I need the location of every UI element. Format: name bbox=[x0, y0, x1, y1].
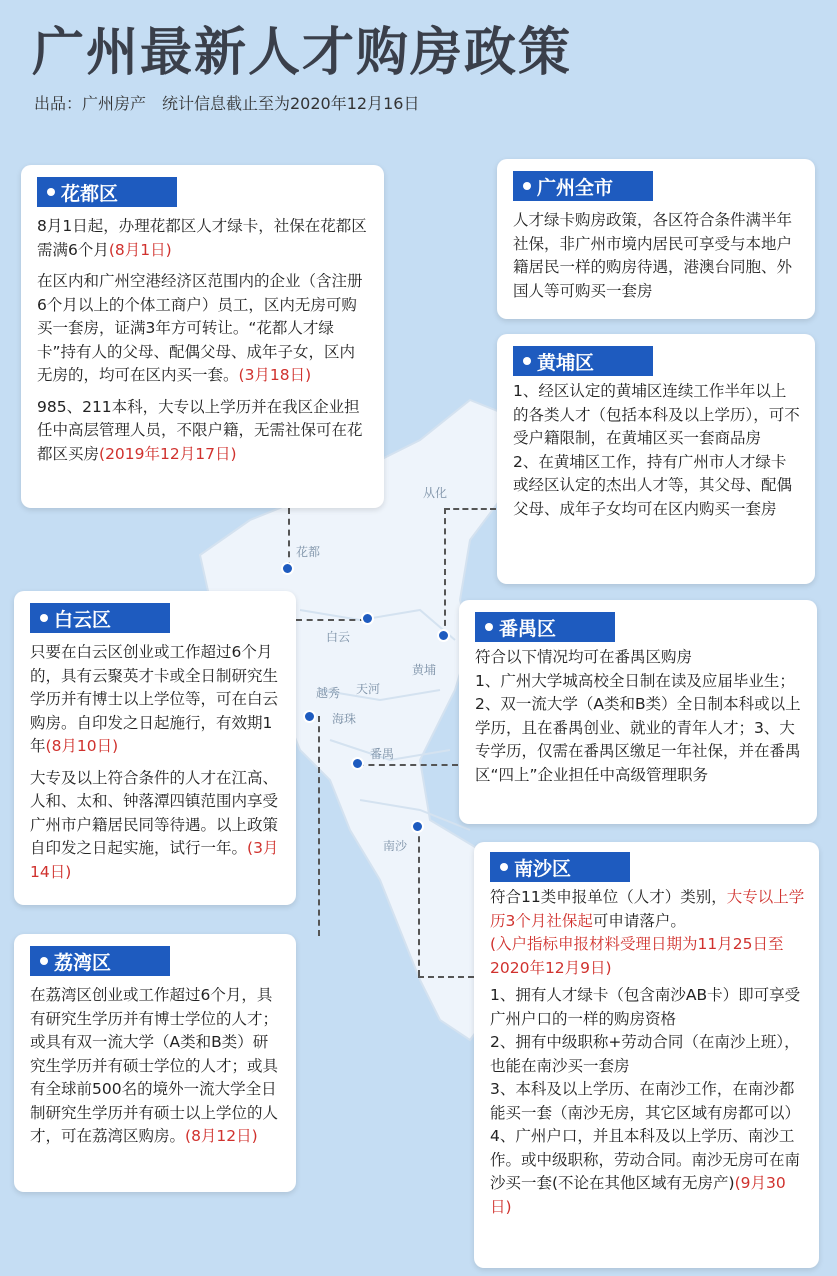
nansha-para-1 bbox=[490, 886, 805, 933]
baiyun-para-1 bbox=[30, 641, 282, 759]
date: (8月10日) bbox=[45, 737, 119, 755]
date: (2019年12月17日) bbox=[99, 444, 237, 463]
bullet-icon bbox=[523, 182, 531, 190]
map-pin-baiyun bbox=[361, 612, 374, 625]
bullet-icon bbox=[523, 357, 531, 365]
bullet-icon bbox=[40, 957, 48, 965]
nansha-para-5 bbox=[490, 1125, 805, 1219]
guangzhou-para: 人才绿卡购房政策，各区符合条件满半年社保，非广州市境内居民可享受与本地户籍居民一样的购房待遇，港澳台同胞、外国人等可购买一套房 bbox=[513, 211, 793, 300]
card-liwan bbox=[14, 934, 296, 1192]
nansha-para-2: 1、拥有人才绿卡（包含南沙AB卡）即可享受广州户口的一样的购房资格 bbox=[490, 986, 801, 1028]
tag-baiyun bbox=[30, 603, 170, 633]
card-huadu bbox=[21, 165, 384, 508]
page-title: 广州最新人才购房政策 bbox=[32, 23, 573, 83]
card-guangzhou bbox=[497, 159, 815, 319]
liwan-para bbox=[30, 984, 282, 1149]
date: (9月30日) bbox=[490, 1174, 786, 1216]
huangpu-para-1: 1、经区认定的黄埔区连续工作半年以上的各类人才（包括本科及以上学历），可不受户籍限制，在黄埔区买一套商品房 bbox=[513, 382, 800, 447]
connector-liwan bbox=[318, 716, 320, 936]
connector-nansha-v bbox=[418, 826, 420, 976]
connector-huangpu-h bbox=[444, 508, 496, 510]
map-label-huangpu: 黄埔 bbox=[412, 663, 437, 677]
tag-label: 黄埔区 bbox=[537, 351, 595, 374]
highlight: 大专以上学历3个月社保起 bbox=[490, 888, 805, 930]
nansha-para-4: 3、本科及以上学历、在南沙工作，在南沙都能买一套（南沙无房，其它区域有房都可以） bbox=[490, 1080, 801, 1122]
tag-label: 广州全市 bbox=[537, 176, 614, 199]
map-pin-panyu bbox=[351, 757, 364, 770]
connector-panyu bbox=[358, 764, 458, 766]
connector-huangpu-v bbox=[444, 508, 446, 636]
connector-nansha-h bbox=[418, 976, 474, 978]
connector-baiyun bbox=[296, 619, 366, 621]
map-label-tianhe: 天河 bbox=[356, 682, 381, 696]
huangpu-para-2: 2、在黄埔区工作，持有广州市人才绿卡或经区认定的杰出人才等，其父母、配偶父母、成年子女均可在区内购买一套房 bbox=[513, 452, 793, 518]
tag-huangpu bbox=[513, 346, 653, 376]
map-pin-huadu bbox=[281, 562, 294, 575]
tag-label: 白云区 bbox=[54, 608, 112, 631]
card-huangpu bbox=[497, 334, 815, 584]
bullet-icon bbox=[485, 623, 493, 631]
nansha-para-3: 2、拥有中级职称+劳动合同（在南沙上班），也能在南沙买一套房 bbox=[490, 1033, 800, 1075]
card-panyu bbox=[459, 600, 817, 824]
map-label-haizhu: 海珠 bbox=[332, 712, 357, 726]
bullet-icon bbox=[500, 863, 508, 871]
text: 只要在白云区创业或工作超过6个月的，具有云聚英才卡或全日制研究生学历并有博士以上学位等，可在白云购房。自印发之日起施行，有效期1年 bbox=[30, 643, 279, 755]
map-label-panyu: 番禺 bbox=[370, 747, 395, 761]
map-label-huadu: 花都 bbox=[296, 545, 321, 559]
tag-panyu bbox=[475, 612, 615, 642]
card-baiyun bbox=[14, 591, 296, 905]
panyu-para-1: 符合以下情况均可在番禺区购房 bbox=[475, 648, 693, 666]
baiyun-para-2 bbox=[30, 767, 282, 885]
tag-label: 荔湾区 bbox=[54, 951, 112, 974]
text: 可申请落户。 bbox=[592, 911, 686, 930]
text: 大专及以上符合条件的人才在江高、人和、太和、钟落潭四镇范围内享受广州市户籍居民同等待遇。以上政策自印发之日起实施，试行一年。 bbox=[30, 768, 279, 857]
tag-nansha bbox=[490, 852, 630, 882]
text: 8月1日起，办理花都区人才绿卡，社保在花都区需满6个月 bbox=[37, 217, 367, 259]
map-label-nansha: 南沙 bbox=[383, 839, 408, 853]
huadu-para-1 bbox=[37, 215, 370, 262]
nansha-note: (入户指标申报材料受理日期为11月25日至2020年12月9日) bbox=[490, 935, 784, 977]
tag-huadu bbox=[37, 177, 177, 207]
date: (3月18日) bbox=[238, 366, 312, 384]
connector-huadu bbox=[288, 508, 290, 568]
tag-label: 番禺区 bbox=[499, 617, 557, 640]
bullet-icon bbox=[40, 614, 48, 622]
text: 在荔湾区创业或工作超过6个月，具有研究生学历并有博士学位的人才；或具有双一流大学（A类和B类）研究生学历并有硕士学位的人才；或具有全球前500名的境外一流大学全日制研究生学历并有硕士以上学位的人才，可在荔湾区购房。 bbox=[30, 986, 279, 1145]
card-nansha bbox=[474, 842, 819, 1268]
map-pin-nansha bbox=[411, 820, 424, 833]
page-source: 出品：广州房产 统计信息截止至为2020年12月16日 bbox=[34, 94, 420, 113]
panyu-para-2: 1、广州大学城高校全日制在读及应届毕业生；2、双一流大学（A类和B类）全日制本科或以上学历，且在番禺创业、就业的青年人才；3、大专学历，仅需在番禺区缴足一年社保，并在番禺区“四上”企业担任中高级管理职务 bbox=[475, 671, 801, 784]
date: (3月14日) bbox=[30, 839, 279, 881]
text: 4、广州户口，并且本科及以上学历、南沙工作。或中级职称，劳动合同。南沙无房可在南沙买一套(不论在其他区域有无房产) bbox=[490, 1127, 801, 1192]
tag-label: 花都区 bbox=[61, 182, 119, 205]
map-pin-liwan bbox=[303, 710, 316, 723]
tag-liwan bbox=[30, 946, 170, 976]
huadu-para-2 bbox=[37, 270, 370, 388]
map-label-baiyun: 白云 bbox=[326, 630, 351, 644]
date: (8月12日) bbox=[185, 1127, 258, 1145]
text: 符合11类申报单位（人才）类别， bbox=[490, 888, 727, 906]
tag-label: 南沙区 bbox=[514, 857, 572, 880]
huadu-para-3 bbox=[37, 396, 370, 467]
text: 在区内和广州空港经济区范围内的企业（含注册6个月以上的个体工商户）员工，区内无房可购买一套房，证满3年方可转让。“花都人才绿卡”持有人的父母、配偶父母、成年子女，区内无房的，均可在区内买一套。 bbox=[37, 272, 363, 384]
map-label-yuexiu: 越秀 bbox=[316, 686, 341, 700]
tag-guangzhou bbox=[513, 171, 653, 201]
text: 985、211本科，大专以上学历并在我区企业担任中高层管理人员，不限户籍，无需社保可在花都区买房 bbox=[37, 397, 363, 463]
map-pin-huangpu bbox=[437, 629, 450, 642]
date: (8月1日) bbox=[108, 240, 172, 259]
bullet-icon bbox=[47, 188, 55, 196]
map-label-conghua: 从化 bbox=[423, 486, 448, 500]
